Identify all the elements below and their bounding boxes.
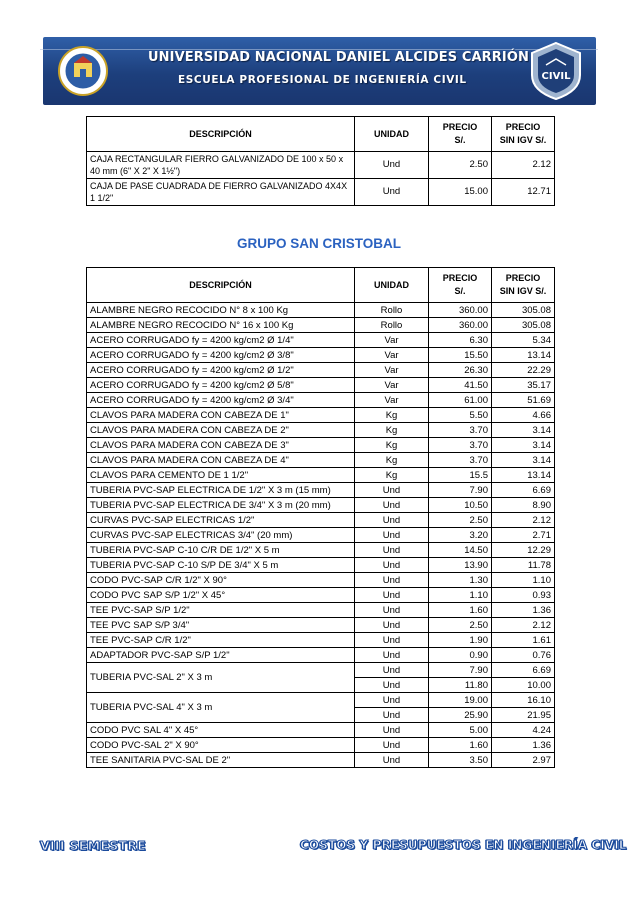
civil-engineering-badge-icon (528, 41, 584, 101)
cell-description: ACERO CORRUGADO fy = 4200 kg/cm2 Ø 5/8" (87, 378, 355, 393)
cell-unit: Rollo (355, 303, 429, 318)
col-header-price-no-igv: PRECIO SIN IGV S/. (492, 268, 555, 303)
cell-price: 1.30 (429, 573, 492, 588)
table-row (87, 498, 555, 513)
table-row (87, 348, 555, 363)
cell-price: 7.90 (429, 663, 492, 678)
pricing-table-san-cristobal (86, 267, 555, 768)
cell-price-no-igv: 6.69 (492, 483, 555, 498)
cell-price: 3.20 (429, 528, 492, 543)
table-row (87, 618, 555, 633)
cell-price: 19.00 (429, 693, 492, 708)
cell-unit: Und (355, 543, 429, 558)
cell-price-no-igv: 0.93 (492, 588, 555, 603)
cell-price-no-igv: 12.29 (492, 543, 555, 558)
cell-unit: Und (355, 152, 429, 179)
table-row (87, 303, 555, 318)
cell-price-no-igv: 5.34 (492, 333, 555, 348)
cell-unit: Und (355, 588, 429, 603)
cell-unit: Var (355, 393, 429, 408)
col-header-price: PRECIO S/. (429, 268, 492, 303)
cell-price-no-igv: 13.14 (492, 348, 555, 363)
table-row (87, 438, 555, 453)
cell-description: TUBERIA PVC-SAP ELECTRICA DE 1/2" X 3 m (15 mm) (87, 483, 355, 498)
cell-description: TEE PVC-SAP S/P 1/2" (87, 603, 355, 618)
cell-unit: Und (355, 678, 429, 693)
cell-price-no-igv: 11.78 (492, 558, 555, 573)
cell-price: 360.00 (429, 318, 492, 333)
cell-price-no-igv: 8.90 (492, 498, 555, 513)
cell-unit: Und (355, 708, 429, 723)
cell-price: 1.60 (429, 738, 492, 753)
table-row (87, 663, 555, 678)
col-header-unit: UNIDAD (355, 117, 429, 152)
footer-course-title: COSTOS Y PRESUPUESTOS EN INGENIERÍA CIVIL (300, 838, 627, 852)
table-row (87, 152, 555, 179)
cell-price: 0.90 (429, 648, 492, 663)
cell-description: CODO PVC-SAL 2" X 90° (87, 738, 355, 753)
cell-price: 10.50 (429, 498, 492, 513)
table-row (87, 318, 555, 333)
cell-price-no-igv: 51.69 (492, 393, 555, 408)
cell-unit: Var (355, 333, 429, 348)
cell-price-no-igv: 13.14 (492, 468, 555, 483)
cell-unit: Und (355, 618, 429, 633)
cell-price: 1.60 (429, 603, 492, 618)
cell-price: 5.50 (429, 408, 492, 423)
cell-description: TEE PVC-SAP C/R 1/2" (87, 633, 355, 648)
cell-unit: Kg (355, 423, 429, 438)
cell-price: 41.50 (429, 378, 492, 393)
cell-price-no-igv: 12.71 (492, 179, 555, 206)
col-header-unit: UNIDAD (355, 268, 429, 303)
cell-description: ACERO CORRUGADO fy = 4200 kg/cm2 Ø 3/8" (87, 348, 355, 363)
cell-unit: Und (355, 513, 429, 528)
cell-description: TEE PVC SAP S/P 3/4" (87, 618, 355, 633)
table-row (87, 179, 555, 206)
cell-unit: Und (355, 483, 429, 498)
cell-description: ACERO CORRUGADO fy = 4200 kg/cm2 Ø 1/4" (87, 333, 355, 348)
cell-price-no-igv: 2.12 (492, 152, 555, 179)
cell-price: 1.90 (429, 633, 492, 648)
cell-price: 2.50 (429, 513, 492, 528)
cell-price-no-igv: 4.24 (492, 723, 555, 738)
cell-description: CODO PVC SAL 4" X 45° (87, 723, 355, 738)
cell-description: ALAMBRE NEGRO RECOCIDO N° 16 x 100 Kg (87, 318, 355, 333)
cell-unit: Und (355, 693, 429, 708)
cell-price: 15.5 (429, 468, 492, 483)
university-title: UNIVERSIDAD NACIONAL DANIEL ALCIDES CARRIÓN (148, 50, 529, 65)
table-row (87, 363, 555, 378)
table-row (87, 603, 555, 618)
cell-price: 3.70 (429, 453, 492, 468)
cell-description: CLAVOS PARA MADERA CON CABEZA DE 4" (87, 453, 355, 468)
cell-unit: Und (355, 738, 429, 753)
cell-price-no-igv: 10.00 (492, 678, 555, 693)
cell-price-no-igv: 22.29 (492, 363, 555, 378)
cell-unit: Und (355, 573, 429, 588)
table-row (87, 648, 555, 663)
cell-description: ADAPTADOR PVC-SAP S/P 1/2" (87, 648, 355, 663)
table-row (87, 468, 555, 483)
cell-unit: Var (355, 363, 429, 378)
cell-price-no-igv: 3.14 (492, 423, 555, 438)
group-title: GRUPO SAN CRISTOBAL (236, 236, 401, 251)
school-subtitle: ESCUELA PROFESIONAL DE INGENIERÍA CIVIL (178, 74, 467, 86)
cell-description: CLAVOS PARA MADERA CON CABEZA DE 3" (87, 438, 355, 453)
cell-description: ACERO CORRUGADO fy = 4200 kg/cm2 Ø 1/2" (87, 363, 355, 378)
cell-unit: Rollo (355, 318, 429, 333)
cell-description: CAJA RECTANGULAR FIERRO GALVANIZADO DE 100 x 50 x 40 mm (6" X 2" X 1½") (87, 152, 355, 179)
header-banner (43, 37, 596, 105)
cell-price: 7.90 (429, 483, 492, 498)
cell-description: CODO PVC SAP S/P 1/2" X 45° (87, 588, 355, 603)
cell-unit: Var (355, 378, 429, 393)
cell-price: 360.00 (429, 303, 492, 318)
cell-price-no-igv: 1.61 (492, 633, 555, 648)
cell-price: 15.00 (429, 179, 492, 206)
cell-unit: Und (355, 663, 429, 678)
cell-price-no-igv: 2.12 (492, 618, 555, 633)
cell-unit: Und (355, 558, 429, 573)
cell-description: CAJA DE PASE CUADRADA DE FIERRO GALVANIZADO 4X4X 1 1/2" (87, 179, 355, 206)
col-header-description: DESCRIPCIÓN (87, 268, 355, 303)
cell-price: 26.30 (429, 363, 492, 378)
cell-description: CODO PVC-SAP C/R 1/2" X 90° (87, 573, 355, 588)
cell-description: CURVAS PVC-SAP ELECTRICAS 3/4" (20 mm) (87, 528, 355, 543)
table-row (87, 408, 555, 423)
cell-unit: Und (355, 648, 429, 663)
cell-unit: Var (355, 348, 429, 363)
table-row (87, 738, 555, 753)
col-header-description: DESCRIPCIÓN (87, 117, 355, 152)
table-row (87, 423, 555, 438)
cell-price-no-igv: 21.95 (492, 708, 555, 723)
cell-unit: Und (355, 179, 429, 206)
table-row (87, 633, 555, 648)
cell-price: 13.90 (429, 558, 492, 573)
table-header-row (87, 117, 555, 152)
table-row (87, 558, 555, 573)
table-row (87, 588, 555, 603)
cell-price-no-igv: 1.10 (492, 573, 555, 588)
cell-description: ACERO CORRUGADO fy = 4200 kg/cm2 Ø 3/4" (87, 393, 355, 408)
cell-unit: Und (355, 633, 429, 648)
cell-price-no-igv: 4.66 (492, 408, 555, 423)
cell-unit: Und (355, 723, 429, 738)
table-row (87, 723, 555, 738)
cell-price: 14.50 (429, 543, 492, 558)
cell-description: CLAVOS PARA MADERA CON CABEZA DE 1" (87, 408, 355, 423)
cell-unit: Und (355, 753, 429, 768)
cell-description: TUBERIA PVC-SAP C-10 C/R DE 1/2" X 5 m (87, 543, 355, 558)
cell-price-no-igv: 305.08 (492, 318, 555, 333)
table-row (87, 528, 555, 543)
cell-price-no-igv: 35.17 (492, 378, 555, 393)
cell-price: 15.50 (429, 348, 492, 363)
cell-unit: Und (355, 498, 429, 513)
col-header-price-no-igv: PRECIO SIN IGV S/. (492, 117, 555, 152)
cell-description: ALAMBRE NEGRO RECOCIDO N° 8 x 100 Kg (87, 303, 355, 318)
table-row (87, 753, 555, 768)
cell-unit: Und (355, 528, 429, 543)
cell-description: CLAVOS PARA CEMENTO DE 1 1/2" (87, 468, 355, 483)
cell-unit: Kg (355, 468, 429, 483)
cell-price: 25.90 (429, 708, 492, 723)
table-row (87, 543, 555, 558)
cell-unit: Kg (355, 438, 429, 453)
table-row (87, 573, 555, 588)
cell-price: 3.70 (429, 438, 492, 453)
cell-price: 2.50 (429, 152, 492, 179)
table-row (87, 378, 555, 393)
table-row (87, 393, 555, 408)
cell-price-no-igv: 2.12 (492, 513, 555, 528)
cell-description: TUBERIA PVC-SAP ELECTRICA DE 3/4" X 3 m (20 mm) (87, 498, 355, 513)
cell-price: 3.70 (429, 423, 492, 438)
cell-price: 11.80 (429, 678, 492, 693)
table-row (87, 483, 555, 498)
cell-price-no-igv: 6.69 (492, 663, 555, 678)
cell-price: 5.00 (429, 723, 492, 738)
cell-price-no-igv: 16.10 (492, 693, 555, 708)
cell-price-no-igv: 305.08 (492, 303, 555, 318)
table-header-row (87, 268, 555, 303)
cell-description: TUBERIA PVC-SAL 2" X 3 m (87, 663, 355, 693)
university-crest-icon (58, 43, 108, 99)
cell-price-no-igv: 2.71 (492, 528, 555, 543)
cell-price: 2.50 (429, 618, 492, 633)
footer-semester: VIII SEMESTRE (40, 838, 147, 853)
cell-unit: Und (355, 603, 429, 618)
cell-description: CLAVOS PARA MADERA CON CABEZA DE 2" (87, 423, 355, 438)
cell-price-no-igv: 1.36 (492, 738, 555, 753)
cell-price: 61.00 (429, 393, 492, 408)
table-row (87, 693, 555, 708)
cell-price: 6.30 (429, 333, 492, 348)
cell-price-no-igv: 3.14 (492, 438, 555, 453)
cell-description: TEE SANITARIA PVC-SAL DE 2" (87, 753, 355, 768)
cell-description: TUBERIA PVC-SAL 4" X 3 m (87, 693, 355, 723)
table-row (87, 513, 555, 528)
cell-unit: Kg (355, 408, 429, 423)
cell-price-no-igv: 2.97 (492, 753, 555, 768)
badge-label: CIVIL (541, 71, 571, 82)
cell-description: CURVAS PVC-SAP ELECTRICAS 1/2" (87, 513, 355, 528)
cell-price: 3.50 (429, 753, 492, 768)
cell-price: 1.10 (429, 588, 492, 603)
cell-unit: Kg (355, 453, 429, 468)
pricing-table-accessories (86, 116, 555, 206)
col-header-price: PRECIO S/. (429, 117, 492, 152)
cell-price-no-igv: 0.76 (492, 648, 555, 663)
table-row (87, 453, 555, 468)
cell-price-no-igv: 1.36 (492, 603, 555, 618)
cell-price-no-igv: 3.14 (492, 453, 555, 468)
cell-description: TUBERIA PVC-SAP C-10 S/P DE 3/4" X 5 m (87, 558, 355, 573)
table-row (87, 333, 555, 348)
